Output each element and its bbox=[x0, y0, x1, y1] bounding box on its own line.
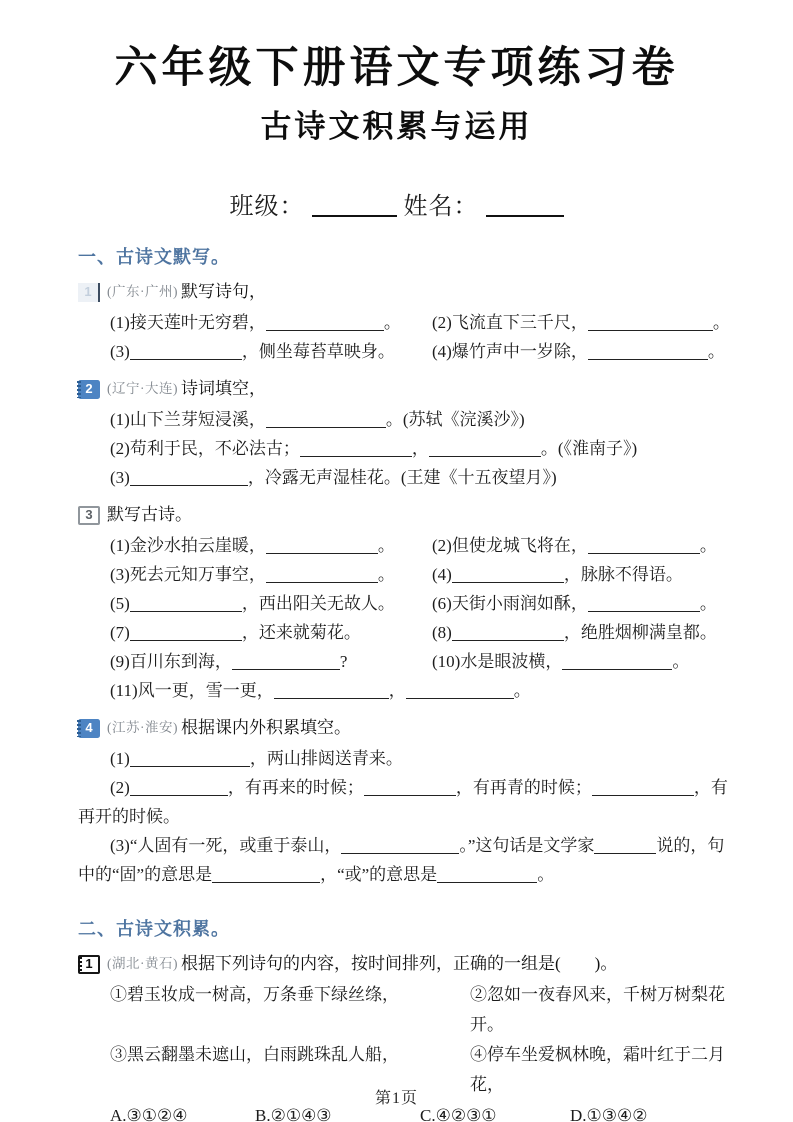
page-number: 第1页 bbox=[374, 1090, 418, 1107]
s1-q1-head bbox=[78, 280, 743, 304]
s1-q3-row4 bbox=[110, 618, 743, 647]
s1-q4-item3 bbox=[78, 831, 743, 860]
student-id-row bbox=[0, 186, 793, 221]
item-text: 。 bbox=[383, 313, 401, 332]
item-text: ，有 bbox=[693, 778, 728, 797]
answer-blank bbox=[562, 652, 672, 670]
s1-q3-row1 bbox=[110, 531, 743, 560]
s1-q4-head bbox=[78, 716, 743, 740]
s1-question-1 bbox=[78, 280, 743, 366]
item-text: 。”这句话是文学家 bbox=[459, 836, 595, 855]
item-text: (2)苟利于民，不必法古； bbox=[110, 439, 300, 458]
s1-q2-item2 bbox=[110, 434, 743, 463]
item-text: (1)金沙水拍云崖暖， bbox=[110, 536, 266, 555]
item-text: (6)天街小雨润如酥， bbox=[432, 594, 588, 613]
s1-q1-item4 bbox=[432, 337, 743, 366]
item-text: (3) bbox=[110, 342, 130, 361]
item-text: (9)百川东到海， bbox=[110, 652, 232, 671]
name-label: 姓名： bbox=[403, 194, 479, 220]
answer-blank bbox=[130, 342, 242, 360]
s2-q1-head bbox=[78, 952, 743, 976]
item-text: 。(《淮南子》) bbox=[540, 439, 638, 458]
s1-q4-item2 bbox=[78, 773, 743, 802]
answer-blank bbox=[274, 681, 389, 699]
class-label: 班级： bbox=[229, 194, 305, 220]
item-text: ，还来就菊花。 bbox=[241, 623, 361, 642]
s1-q2-items bbox=[110, 405, 743, 492]
exam-region: (湖北·黄石) bbox=[107, 956, 178, 971]
item-text: 再开的时候。 bbox=[78, 807, 180, 826]
item-text: ， bbox=[411, 439, 429, 458]
answer-blank bbox=[130, 594, 242, 612]
item-text: (4) bbox=[432, 565, 452, 584]
poem-2: ②忽如一夜春风来，千树万树梨花开。 bbox=[470, 985, 725, 1034]
item-text: ，绝胜烟柳满皇都。 bbox=[563, 623, 717, 642]
s1-q2-head bbox=[78, 377, 743, 401]
s1-q1-item3 bbox=[110, 337, 432, 366]
question-number-badge: 2 bbox=[78, 380, 100, 399]
s1-q3-row3 bbox=[110, 589, 743, 618]
question-prompt: 诗词填空， bbox=[181, 379, 266, 398]
item-text: 。 bbox=[699, 594, 717, 613]
item-text: (8) bbox=[432, 623, 452, 642]
answer-blank bbox=[452, 565, 564, 583]
answer-blank bbox=[588, 594, 700, 612]
option-c: C.④②③① bbox=[420, 1106, 497, 1122]
item-text: ? bbox=[339, 652, 348, 671]
item-text: 说的，句 bbox=[656, 836, 725, 855]
answer-blank bbox=[429, 439, 541, 457]
answer-blank bbox=[130, 468, 248, 486]
question-number-badge: 1 bbox=[78, 283, 100, 302]
answer-blank bbox=[266, 313, 384, 331]
page-title: 六年级下册语文专项练习卷 bbox=[114, 44, 679, 92]
item-text: (1)山下兰芽短浸溪， bbox=[110, 410, 266, 429]
question-number-badge: 3 bbox=[78, 506, 100, 525]
s1-q3-item1 bbox=[110, 531, 432, 560]
s1-q3-head bbox=[78, 503, 743, 527]
item-text: (1)接天莲叶无穷碧， bbox=[110, 313, 266, 332]
answer-blank bbox=[364, 778, 456, 796]
question-number-badge: 1 bbox=[78, 955, 100, 974]
s1-q4-item1 bbox=[110, 744, 743, 773]
item-text: (10)水是眼波横， bbox=[432, 652, 563, 671]
item-text: ，“或”的意思是 bbox=[320, 865, 438, 884]
answer-blank bbox=[266, 536, 378, 554]
s1-q3-row5 bbox=[110, 647, 743, 676]
item-text: 。 bbox=[537, 865, 555, 884]
item-text: (3) bbox=[110, 468, 130, 487]
s1-q3-item6 bbox=[432, 589, 743, 618]
answer-blank bbox=[588, 342, 708, 360]
item-text: (11)风一更，雪一更， bbox=[110, 681, 274, 700]
exam-region: (江苏·淮安) bbox=[107, 720, 178, 735]
option-b: B.②①④③ bbox=[255, 1106, 332, 1122]
answer-blank bbox=[130, 778, 228, 796]
answer-blank bbox=[406, 681, 514, 699]
item-text: (4)爆竹声中一岁除， bbox=[432, 342, 588, 361]
s1-q1-items bbox=[110, 308, 743, 366]
item-text: (1) bbox=[110, 749, 130, 768]
answer-blank bbox=[130, 749, 250, 767]
content bbox=[0, 243, 793, 1122]
question-prompt: 根据课内外积累填空。 bbox=[181, 718, 351, 737]
s1-q3-item2 bbox=[432, 531, 743, 560]
item-text: 。 bbox=[672, 652, 690, 671]
poem-1: ①碧玉妆成一树高，万条垂下绿丝绦， bbox=[110, 985, 399, 1004]
s1-q3-item5 bbox=[110, 589, 432, 618]
section-2-heading: 二、古诗文积累。 bbox=[78, 919, 230, 939]
answer-blank bbox=[130, 623, 242, 641]
s1-q3-item9 bbox=[110, 647, 432, 676]
answer-blank bbox=[212, 865, 320, 883]
s1-q3-item11 bbox=[110, 676, 743, 705]
s1-question-2 bbox=[78, 377, 743, 492]
item-text: 。 bbox=[707, 342, 725, 361]
item-text: ，冷露无声湿桂花。(王建《十五夜望月》) bbox=[247, 468, 557, 487]
answer-blank bbox=[266, 565, 378, 583]
s1-q2-item1 bbox=[110, 405, 743, 434]
question-prompt: 默写诗句， bbox=[181, 282, 266, 301]
item-text: 。 bbox=[377, 536, 395, 555]
item-text: (7) bbox=[110, 623, 130, 642]
item-text: 。 bbox=[712, 313, 730, 332]
answer-blank bbox=[452, 623, 564, 641]
item-text: (2) bbox=[110, 778, 130, 797]
s1-q3-row2 bbox=[110, 560, 743, 589]
s1-question-4 bbox=[78, 716, 743, 889]
s1-question-3 bbox=[78, 503, 743, 705]
answer-blank bbox=[594, 836, 656, 854]
answer-blank bbox=[266, 410, 386, 428]
s1-q3-item3 bbox=[110, 560, 432, 589]
question-prompt: 根据下列诗句的内容，按时间排列，正确的一组是( )。 bbox=[181, 954, 618, 973]
section-1-heading: 一、古诗文默写。 bbox=[78, 247, 230, 267]
name-blank bbox=[486, 192, 564, 217]
poem-3: ③黑云翻墨未遮山，白雨跳珠乱人船， bbox=[110, 1045, 399, 1064]
poem-4: ④停车坐爱枫林晚，霜叶红于二月花， bbox=[470, 1045, 725, 1094]
item-text: 中的“固”的意思是 bbox=[78, 865, 213, 884]
item-text: ，西出阳关无故人。 bbox=[241, 594, 395, 613]
page-subtitle: 古诗文积累与运用 bbox=[260, 109, 533, 144]
item-text: (2)但使龙城飞将在， bbox=[432, 536, 588, 555]
item-text: (3)“人固有一死，或重于泰山， bbox=[110, 836, 342, 855]
answer-blank bbox=[300, 439, 412, 457]
item-text: 。 bbox=[513, 681, 531, 700]
s1-q3-items bbox=[110, 531, 743, 705]
s1-q1-item2 bbox=[432, 308, 743, 337]
s1-q4-item3-wrap bbox=[78, 860, 743, 889]
s1-q3-item4 bbox=[432, 560, 743, 589]
option-a: A.③①②④ bbox=[110, 1106, 188, 1122]
s1-q3-item7 bbox=[110, 618, 432, 647]
item-text: ，有再青的时候； bbox=[455, 778, 592, 797]
question-prompt: 默写古诗。 bbox=[107, 505, 192, 524]
option-d: D.①③④② bbox=[570, 1106, 648, 1122]
answer-blank bbox=[437, 865, 537, 883]
class-blank bbox=[312, 192, 397, 217]
s2-q1-poemline1 bbox=[110, 980, 743, 1040]
answer-blank bbox=[341, 836, 459, 854]
exam-region: (广东·广州) bbox=[107, 284, 178, 299]
answer-blank bbox=[588, 313, 713, 331]
s1-q3-item8 bbox=[432, 618, 743, 647]
answer-blank bbox=[592, 778, 694, 796]
s1-q4-item2-wrap bbox=[78, 802, 743, 831]
item-text: ，侧坐莓苔草映身。 bbox=[241, 342, 395, 361]
answer-blank bbox=[588, 536, 700, 554]
item-text: ，有再来的时候； bbox=[227, 778, 364, 797]
item-text: 。 bbox=[377, 565, 395, 584]
answer-blank bbox=[232, 652, 340, 670]
item-text: (5) bbox=[110, 594, 130, 613]
question-number-badge: 4 bbox=[78, 719, 100, 738]
s1-q1-item1 bbox=[110, 308, 432, 337]
item-text: ，脉脉不得语。 bbox=[563, 565, 683, 584]
item-text: ，两山排闼送青来。 bbox=[249, 749, 403, 768]
item-text: 。(苏轼《浣溪沙》) bbox=[385, 410, 525, 429]
s1-q1-row2 bbox=[110, 337, 743, 366]
item-text: (3)死去元知万事空， bbox=[110, 565, 266, 584]
exam-region: (辽宁·大连) bbox=[107, 381, 178, 396]
s1-q3-item10 bbox=[432, 647, 743, 676]
item-text: (2)飞流直下三千尺， bbox=[432, 313, 588, 332]
s1-q2-item3 bbox=[110, 463, 743, 492]
s1-q1-row1 bbox=[110, 308, 743, 337]
item-text: 。 bbox=[699, 536, 717, 555]
item-text: ， bbox=[388, 681, 406, 700]
